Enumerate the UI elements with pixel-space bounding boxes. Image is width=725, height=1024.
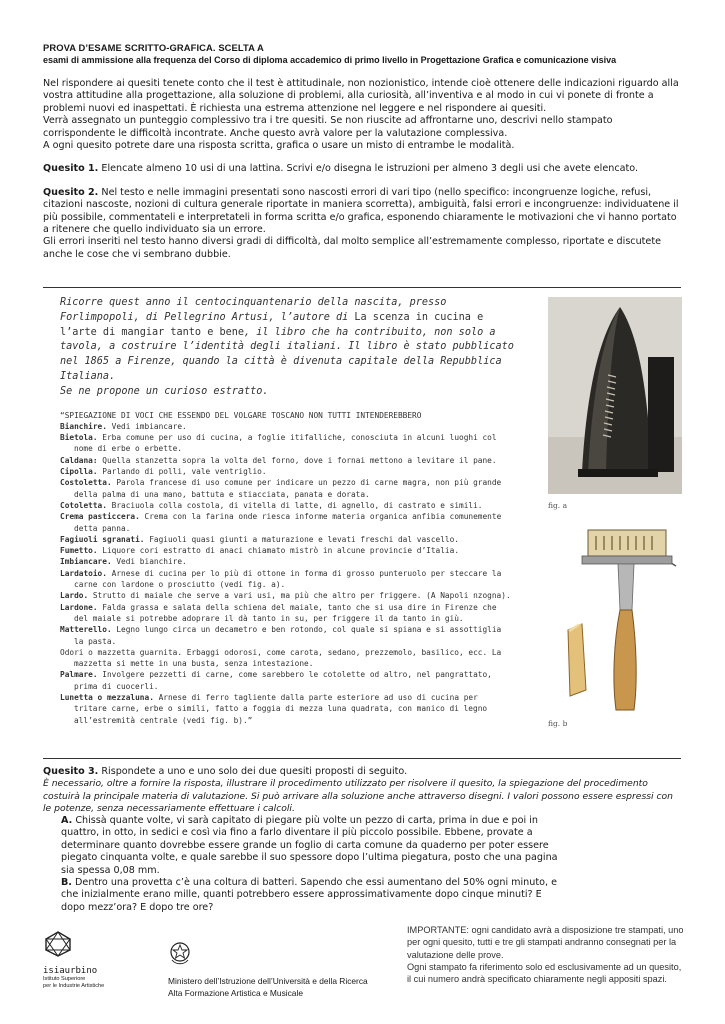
question-2-note: Gli errori inseriti nel testo hanno diversi gradi di difficoltà, dal molto semplice all’estremamente complesso, riportate e discutete anche le cose che vi sembrano dubbie. (43, 236, 661, 260)
question-1 (43, 163, 683, 175)
glossary-entry (60, 466, 515, 477)
question-3-text: Rispondete a uno e uno solo dei due quesiti proposti di seguito. (101, 766, 408, 777)
glossary-definition: Quella stanzetta sopra la volta del forno, dove i fornai mettono a levitare il pane. (97, 455, 497, 465)
instruction-paragraph: A ogni quesito potrete dare una risposta scritta, grafica o usare un misto di entrambe le modalità. (43, 140, 515, 152)
ministry-dept: Alta Formazione Artistica e Musicale (168, 987, 303, 998)
glossary-entry (60, 455, 515, 466)
glossary-definition: Falda grassa e salata della schiena del maiale, tanto che si usa dire in Firenze che del maiale si potrebbe adoprare il dà tanto in su, per friggere il da tanto in giù. (74, 602, 497, 623)
instruction-paragraph: Verrà assegnato un punteggio complessivo tra i tre quesiti. Se non riuscite ad affrontarne uno, descrivi nello stampato corrispondente le difficoltà incontrate. Anche questo avrà valore per la valutazione complessiva. (43, 115, 613, 139)
glossary-definition: Involgere pezzetti di carne, come sarebbero le cotolette od altro, nel pangrattato, prima di cuocerli. (74, 670, 492, 691)
glossary-definition: Parlando di polli, vale ventriglio. (97, 467, 267, 477)
glossary-headword: Palmare. (60, 670, 98, 680)
glossary-headword: Cipolla. (60, 467, 98, 477)
glossary-entry (60, 602, 515, 625)
glossary-entry (60, 534, 515, 545)
glossary-headword: Bianchire. (60, 421, 107, 431)
glossary-entry (60, 432, 515, 455)
glossary-entry (60, 421, 515, 432)
figure-a-image (548, 297, 682, 494)
divider-bottom (43, 758, 681, 759)
glossary-definition: Arnese di cucina per lo più di ottone in forma di grosso punteruolo per steccare la carne con lardone o prosciutto (vedi fig. a). (74, 568, 502, 590)
glossary-entry (60, 624, 515, 647)
glossary-entry (60, 477, 515, 500)
glossary-headword: Costoletta. (60, 478, 112, 488)
divider-top (43, 287, 681, 288)
ministry-name: Ministero dell’Istruzione dell’Università e della Ricerca (168, 976, 368, 986)
instruction-paragraph: Nel rispondere ai quesiti tenete conto che il test è attitudinale, non nozionistico, intende cioè ottenere delle indicazioni riguardo alla vostra attitudine alla progettazione, alla soluzione di problemi, alla curiosità, all’inventiva e al modo in cui vi ponete di fronte a problemi nuovi ed inaspettati. È richiesta una estrema attenzione nel leggere e nel rispondere ai quesiti. (43, 78, 679, 114)
book-title: La scenza in cucina e l’arte di mangiar tanto e bene (60, 311, 484, 338)
glossary-definition: Vedi bianchire. (111, 557, 187, 567)
ministry-block (168, 940, 398, 999)
isia-mark-icon (43, 930, 73, 958)
glossary-entry (60, 511, 515, 534)
glossary-headword: Lardatoio. (60, 568, 107, 578)
glossary-title: “SPIEGAZIONE DI VOCI CHE ESSENDO DEL VOLGARE TOSCANO NON TUTTI INTENDEREBBERO (60, 410, 422, 420)
important-note: IMPORTANTE: ogni candidato avrà a disposizione tre stampati, uno per ogni quesito, tutti e tre gli stampati andranno consegnati per la valutazione delle prove. Ogni stampato fa riferimento solo ed esclusivamente ad un quesito, il cui numero andrà specificato chiaramente negli appositi spazi. (407, 925, 684, 985)
glossary-headword: Matterello. (60, 625, 112, 635)
glossary-headword: Fumetto. (60, 546, 98, 556)
glossary-definition: Erba comune per uso di cucina, a foglie itifalliche, conosciuta in alcuni luoghi col nome di erbe o erbette. (74, 433, 497, 454)
glossary-headword: Fagiuoli sgranati. (60, 534, 145, 544)
exam-subtitle: esami di ammissione alla frequenza del Corso di diploma accademico di primo livello in Progettazione Grafica e comunicazione visiva (43, 55, 617, 65)
option-a: A. Chissà quante volte, vi sarà capitato di piegare più volte un pezzo di carta, prima in due e poi in quattro, in otto, in sedici e così via fino a farlo diventare il più piccolo possibile. Ebbene, provate a determinare quanto dovrebbe essere grande un foglio di carta comune da quaderno per poter essere piegato cinquanta volte, e quale sarebbe il suo spessore dopo l’ultima piegatura, posto che una pagina sia spessa 0,08 mm. (61, 815, 558, 876)
glossary-list (60, 421, 515, 726)
glossary-entry (60, 590, 515, 601)
glossary-headword: Imbiancare. (60, 557, 112, 567)
glossary-headword: Bietola. (60, 433, 98, 443)
glossary-headword: Cotoletta. (60, 500, 107, 510)
glossary-definition: Crema con la farina onde riesca informe materia organica anfibia comunemente detta panna. (74, 512, 502, 533)
glossary-definition: Fagiuoli quasi giunti a maturazione e levati freschi dal vascello. (144, 534, 460, 544)
glossary-definition: Vedi imbiancare. (106, 421, 187, 431)
glossary-headword: Lardone. (60, 602, 98, 612)
glossary-entry (60, 545, 515, 556)
glossary-entry (60, 669, 515, 692)
question-2 (43, 187, 683, 261)
glossary-headword: Crema pasticcera. (60, 512, 140, 522)
exam-title: PROVA D’ESAME SCRITTO-GRAFICA. SCELTA A (43, 42, 264, 53)
question-3-instructions: È necessario, oltre a fornire la risposta, illustrare il procedimento utilizzato per risolvere il quesito, la spiegazione del procedimento costuirà la principale materia di valutazione. Si può arrivare alla soluzione anche attraverso disegni. I valori possono essere espressi con le potenze, senza necessariamente effettuare i calcoli. (43, 778, 673, 814)
glossary-definition: Liquore cori estratto di anaci chiamato mistrò in alcune provincie d’Italia. (97, 546, 460, 556)
question-2-label: Quesito 2. (43, 186, 99, 198)
glossary-entry (60, 692, 515, 726)
glossary-definition: Braciuola colla costola, di vitella di latte, di agnello, di castrato e simili. (106, 500, 483, 510)
glossary-headword: Caldana: (60, 455, 98, 465)
glossary-definition: Strutto di maiale che serve a vari usi, ma più che altro per friggere. (A Napoli nzogna). (88, 591, 511, 601)
figure-b-caption: fig. b (548, 719, 568, 728)
isia-name: isiaurbino (43, 966, 98, 976)
question-1-text: Elencate almeno 10 usi di una lattina. Scrivi e/o disegna le istruzioni per almeno 3 degli usi che avete elencato. (101, 163, 638, 175)
isia-logo: isiaurbino Istituto Superiore per le Industrie Artistiche (43, 930, 133, 990)
artusi-excerpt (60, 296, 515, 726)
figure-b-image (548, 520, 682, 717)
republic-emblem-icon (168, 940, 192, 966)
glossary-headword: Lardo. (60, 591, 89, 601)
glossary-entry (60, 556, 515, 567)
instructions (43, 78, 683, 152)
excerpt-intro: Ricorre quest anno il centocinquantenario della nascita, presso Forlimpopoli, di Pellegrino Artusi, l’autore di La scenza in cucina e l’arte di mangiar tanto e bene, il libro che ha contribuito, non solo a tavola, a costruire l’identità degli italiani. Il libro è stato pubblicato nel 1865 a Firenze, quando la città è divenuta capitale della Repubblica Italiana. Se ne propone un curioso estratto. (60, 297, 514, 397)
glossary-headword: Lunetta o mezzaluna. (60, 693, 154, 702)
question-3 (43, 766, 683, 914)
glossary-definition: Legno lungo circa un decametro e ben rotondo, col quale si spiana e si assottiglia la pasta. (74, 625, 502, 646)
figure-a-caption: fig. a (548, 501, 568, 510)
glossary-definition: Parola francese di uso comune per indicare un pezzo di carne magra, non più grande della palma di una mano, battuta e stiacciata, panata e dorata. (74, 478, 502, 499)
question-2-text: Nel testo e nelle immagini presentati sono nascosti errori di vari tipo (nello specifico: incongruenze logiche, refusi, citazioni nascoste, nozioni di cultura generale riportate in maniera scorretta), ambiguità, falsi errori e incongruenze: individuatene il più possibile, commentateli e interpretateli in forma scritta e/o grafica, esponendo chiaramente le motivazioni che vi hanno portato a ritenere che quello individuato sia un errore. (43, 186, 679, 236)
question-1-label: Quesito 1. (43, 163, 99, 175)
option-b: B. Dentro una provetta c’è una coltura di batteri. Sapendo che essi aumentano del 50% ogni minuto, e che inizialmente erano mille, quanti potrebbero essere approssimativamente dopo cinque minuti? E dopo mezz’ora? E dopo tre ore? (61, 877, 557, 913)
glossary-definition: Odori o mazzetta guarnita. Erbaggi odorosi, come carota, sedano, prezzemolo, basilico, ecc. La mazzetta si mette in una busta, senza intestazione. (60, 647, 502, 669)
exam-header (43, 42, 683, 261)
glossary-entry (60, 647, 515, 670)
question-3-label: Quesito 3. (43, 766, 99, 777)
glossary-definition: Arnese di ferro tagliente dalla parte esteriore ad uso di cucina per tritare carne, erbe o simili, fatto a foggia di mezza luna quadrata, con manico di legno all’estremità centrale (vedi fig. b).” (74, 693, 488, 725)
glossary-entry (60, 500, 515, 511)
glossary-entry (60, 568, 515, 591)
